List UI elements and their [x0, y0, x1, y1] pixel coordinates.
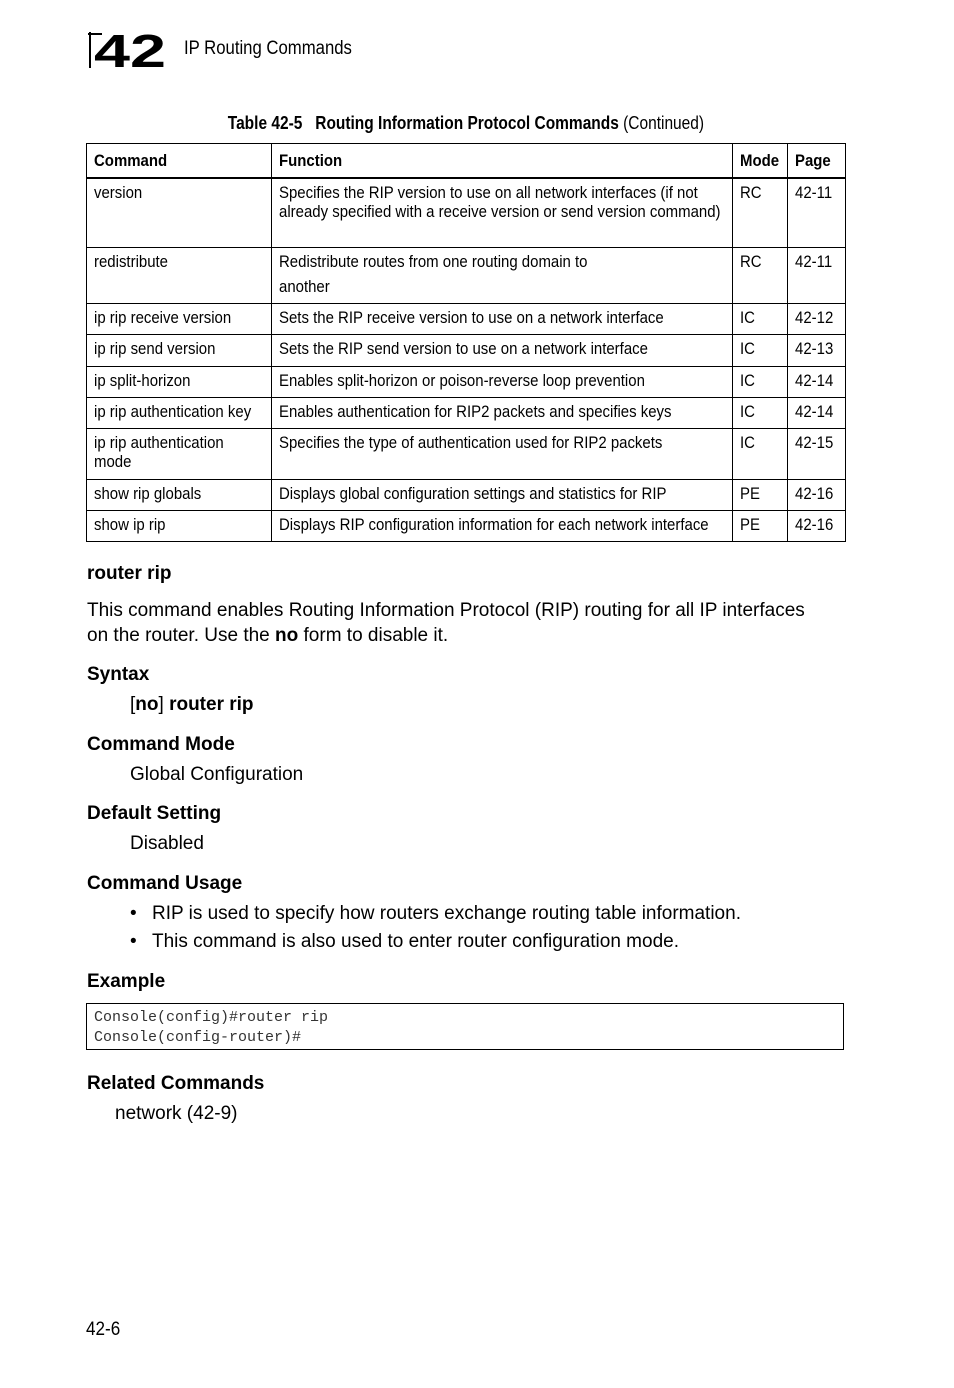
table-row	[87, 366, 846, 397]
column-header-function: Function	[272, 144, 733, 179]
cell-page: 42-14	[788, 397, 846, 428]
cell-command: redistribute	[87, 247, 272, 303]
cell-mode: PE	[733, 479, 788, 510]
syntax-value: [no] router rip	[130, 694, 254, 715]
column-header-mode: Mode	[733, 144, 788, 179]
cell-mode: IC	[733, 397, 788, 428]
command-description: This command enables Routing Information Protocol (RIP) routing for all IP interfaces on the router. Use the no form to disable it.	[87, 600, 805, 646]
rip-commands-table	[86, 143, 846, 542]
table-row	[87, 334, 846, 366]
cell-function: Sets the RIP receive version to use on a network interface	[272, 303, 733, 334]
cell-function: Displays RIP configuration information for each network interface	[272, 510, 733, 541]
table-row	[87, 479, 846, 510]
table-caption	[86, 113, 846, 134]
column-header-command: Command	[87, 144, 272, 179]
cell-page: 42-11	[788, 178, 846, 247]
cell-page: 42-11	[788, 247, 846, 303]
table-header-row	[87, 144, 846, 179]
cell-command: ip split-horizon	[87, 366, 272, 397]
cell-page: 42-14	[788, 366, 846, 397]
list-item: • RIP is used to specify how routers exchange routing table information.	[130, 900, 741, 928]
table-row	[87, 428, 846, 479]
cell-mode: RC	[733, 247, 788, 303]
cell-mode: IC	[733, 334, 788, 366]
cell-function: Displays global configuration settings and statistics for RIP	[272, 479, 733, 510]
cell-function: Enables split-horizon or poison-reverse loop prevention	[272, 366, 733, 397]
cell-command: version	[87, 178, 272, 247]
command-usage-list	[130, 900, 741, 956]
cell-function: Specifies the type of authentication used for RIP2 packets	[272, 428, 733, 479]
chapter-number-badge	[88, 32, 168, 70]
cell-page: 42-12	[788, 303, 846, 334]
command-usage-heading: Command Usage	[87, 873, 243, 894]
table-row	[87, 178, 846, 247]
cell-mode: IC	[733, 366, 788, 397]
example-code-block	[86, 1003, 844, 1050]
code-line: Console(config)#router rip	[94, 1009, 329, 1026]
cell-function: Redistribute routes from one routing domain to another	[272, 247, 733, 303]
default-setting-value: Disabled	[130, 833, 204, 854]
command-mode-value: Global Configuration	[130, 764, 304, 785]
related-commands-heading: Related Commands	[87, 1073, 265, 1094]
table-row	[87, 303, 846, 334]
cell-mode: IC	[733, 428, 788, 479]
cell-page: 42-13	[788, 334, 846, 366]
cell-function: Specifies the RIP version to use on all network interfaces (if not already specified with a receive version or send version command)	[272, 178, 733, 247]
cell-function: Sets the RIP send version to use on a network interface	[272, 334, 733, 366]
table-row	[87, 510, 846, 541]
cell-command: ip rip authentication mode	[87, 428, 272, 479]
cell-page: 42-15	[788, 428, 846, 479]
example-heading: Example	[87, 971, 166, 992]
cell-mode: PE	[733, 510, 788, 541]
cell-command: ip rip authentication key	[87, 397, 272, 428]
table-caption-suffix: (Continued)	[623, 113, 705, 133]
cell-page: 42-16	[788, 510, 846, 541]
code-line: Console(config-router)#	[94, 1029, 302, 1046]
cell-command: show ip rip	[87, 510, 272, 541]
list-item: • This command is also used to enter router configuration mode.	[130, 928, 741, 956]
cell-page: 42-16	[788, 479, 846, 510]
related-commands-value: network (42-9)	[115, 1103, 238, 1124]
command-title: router rip	[87, 563, 172, 584]
description-no-keyword: no	[275, 625, 299, 646]
default-setting-heading: Default Setting	[87, 803, 222, 824]
table-caption-label: Table 42-5	[227, 113, 303, 133]
command-mode-heading: Command Mode	[87, 734, 235, 755]
cell-mode: IC	[733, 303, 788, 334]
cell-function: Enables authentication for RIP2 packets and specifies keys	[272, 397, 733, 428]
table-caption-title: Routing Information Protocol Commands	[315, 113, 619, 133]
cell-mode: RC	[733, 178, 788, 247]
cell-command: ip rip receive version	[87, 303, 272, 334]
cell-command: ip rip send version	[87, 334, 272, 366]
table-row	[87, 247, 846, 303]
chapter-number: 42	[94, 32, 166, 70]
column-header-page: Page	[788, 144, 846, 179]
cell-command: show rip globals	[87, 479, 272, 510]
table-row	[87, 397, 846, 428]
page-number: 42-6	[86, 1319, 121, 1340]
chapter-title: IP Routing Commands	[184, 38, 352, 59]
syntax-heading: Syntax	[87, 664, 150, 685]
